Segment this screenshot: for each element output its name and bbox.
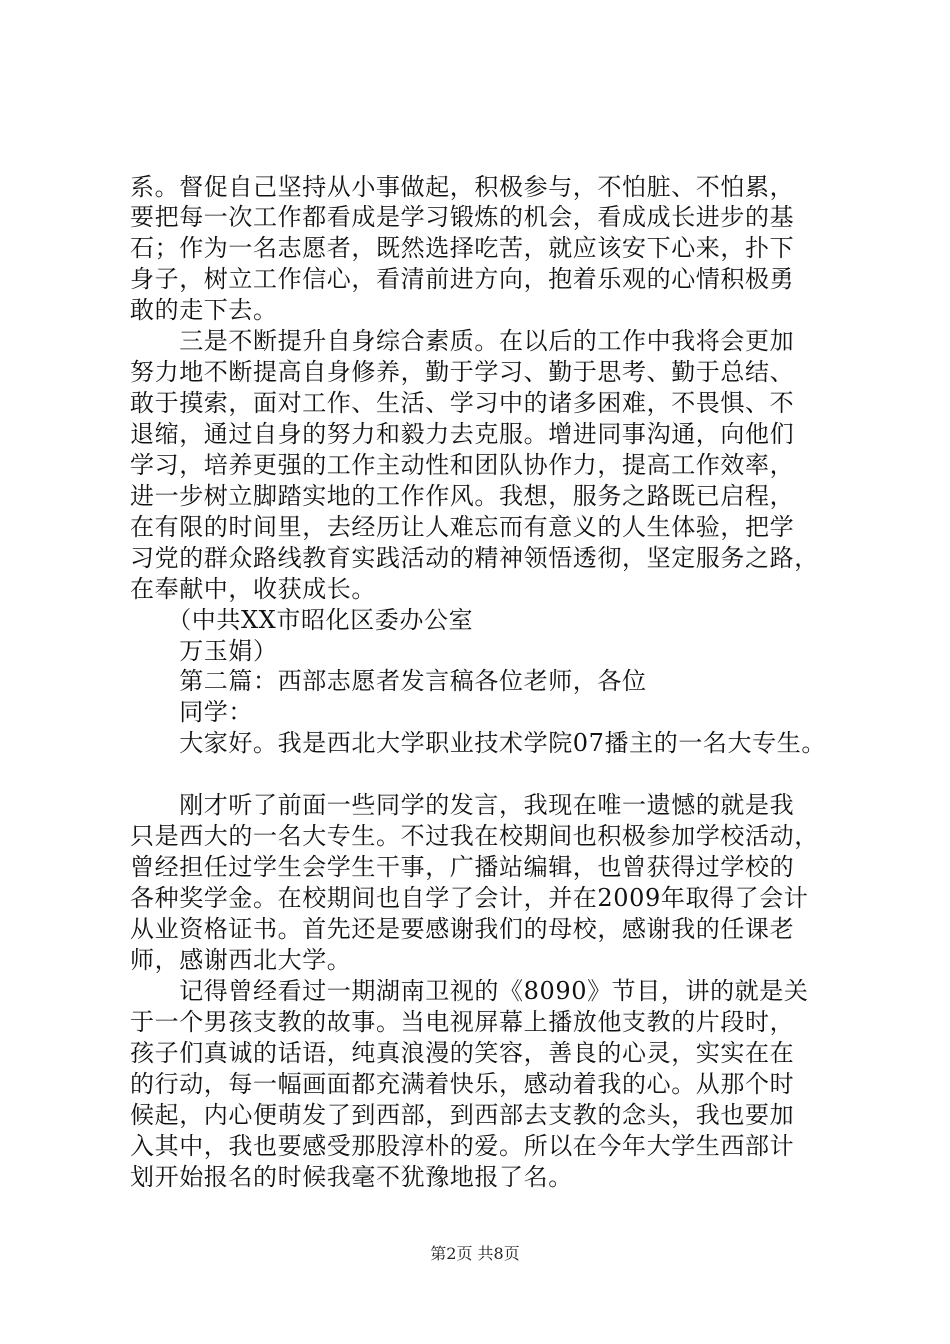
text-line: 学习，培养更强的工作主动性和团队协作力，提高工作效率， (130, 451, 795, 479)
text-line: 万玉娟） (130, 637, 278, 665)
text-line: 退缩，通过自身的努力和毅力去克服。增进同事沟通，向他们 (130, 420, 795, 448)
text-line: 敢的走下去。 (130, 296, 278, 324)
text-line: 在有限的时间里，去经历让人难忘而有意义的人生体验，把学 (130, 513, 795, 541)
text-line: 大家好。我是西北大学职业技术学院07播主的一名大专生。 (130, 729, 826, 757)
text-line: 入其中，我也要感受那股淳朴的爱。所以在今年大学生西部计 (130, 1132, 795, 1160)
text-line: 在奉献中，收获成长。 (130, 575, 376, 603)
text-line: 同学： (130, 698, 253, 726)
text-line: 候起，内心便萌发了到西部，到西部去支教的念头，我也要加 (130, 1101, 795, 1129)
text-line: 习党的群众路线教育实践活动的精神领悟透彻，坚定服务之路， (130, 544, 819, 572)
text-line: 刚才听了前面一些同学的发言，我现在唯一遗憾的就是我 (130, 791, 795, 819)
text-line: 只是西大的一名大专生。不过我在校期间也积极参加学校活动， (130, 822, 819, 850)
text-line: 记得曾经看过一期湖南卫视的《8090》节目，讲的就是关 (130, 977, 809, 1005)
text-line: 划开始报名的时候我毫不犹豫地报了名。 (130, 1163, 573, 1191)
text-line: （中共XX市昭化区委办公室 (130, 606, 474, 634)
text-line: 三是不断提升自身综合素质。在以后的工作中我将会更加 (130, 327, 795, 355)
text-line: 要把每一次工作都看成是学习锻炼的机会，看成成长进步的基 (130, 203, 795, 231)
section-heading: 第二篇：西部志愿者发言稿各位老师，各位 (130, 667, 647, 695)
text-line: 系。督促自己坚持从小事做起，积极参与，不怕脏、不怕累， (130, 173, 795, 201)
text-line: 进一步树立脚踏实地的工作作风。我想，服务之路既已启程， (130, 482, 795, 510)
text-line: 努力地不断提高自身修养，勤于学习、勤于思考、勤于总结、 (130, 358, 795, 386)
text-line: 师，感谢西北大学。 (130, 946, 352, 974)
text-line: 于一个男孩支教的故事。当电视屏幕上播放他支教的片段时， (130, 1008, 795, 1036)
text-line: 各种奖学金。在校期间也自学了会计，并在2009年取得了会计 (130, 884, 809, 912)
text-line: 孩子们真诚的话语，纯真浪漫的笑容，善良的心灵，实实在在 (130, 1039, 795, 1067)
page-number-footer: 第2页 共8页 (430, 1244, 520, 1263)
text-line: 从业资格证书。首先还是要感谢我们的母校，感谢我的任课老 (130, 915, 795, 943)
text-line: 石；作为一名志愿者，既然选择吃苦，就应该安下心来，扑下 (130, 234, 795, 262)
text-line: 敢于摸索，面对工作、生活、学习中的诸多困难，不畏惧、不 (130, 389, 795, 417)
text-line: 身子，树立工作信心，看清前进方向，抱着乐观的心情积极勇 (130, 265, 795, 293)
text-line: 的行动，每一幅画面都充满着快乐，感动着我的心。从那个时 (130, 1070, 795, 1098)
text-line: 曾经担任过学生会学生干事，广播站编辑，也曾获得过学校的 (130, 853, 795, 881)
